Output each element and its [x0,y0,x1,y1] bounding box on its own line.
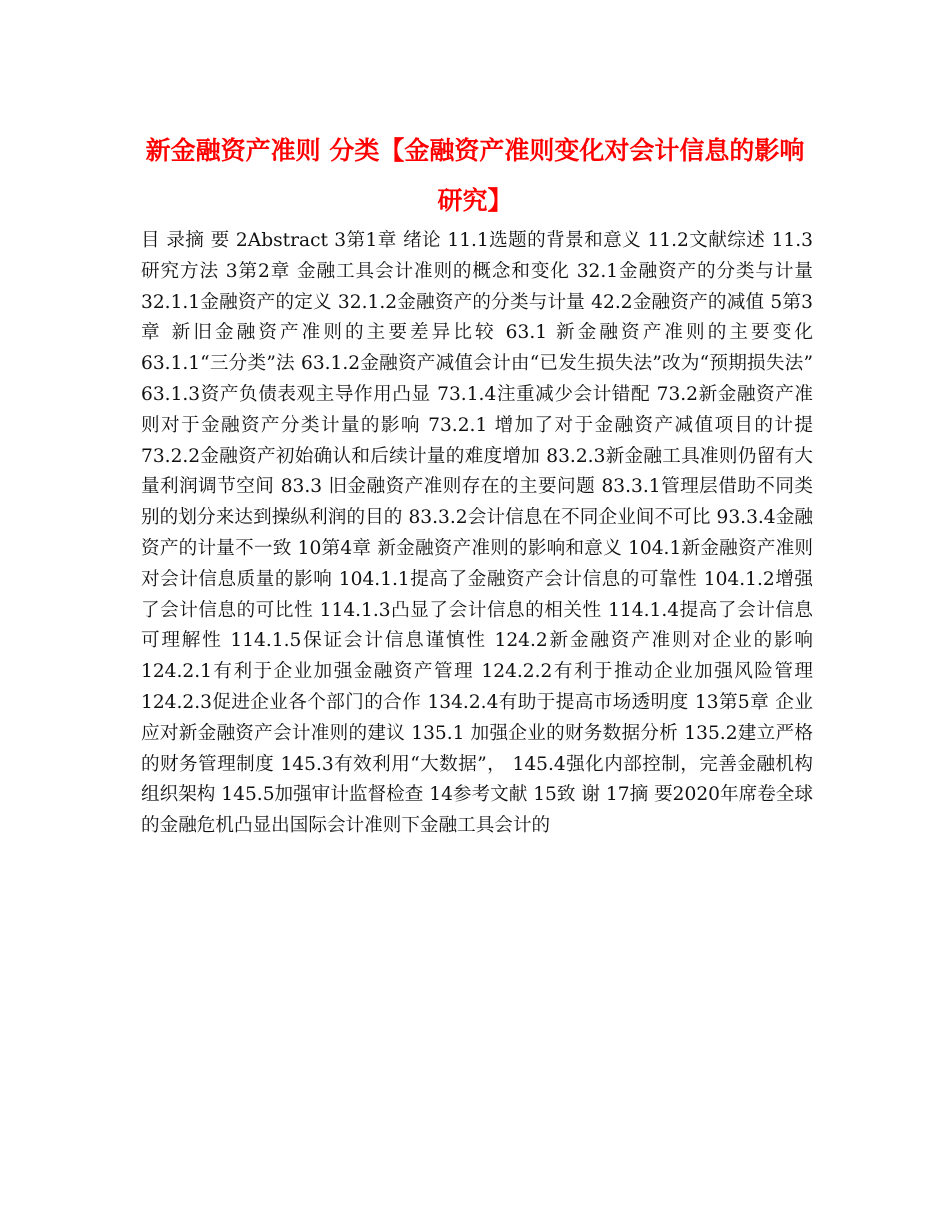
document-title: 新金融资产准则 分类【金融资产准则变化对会计信息的影响研究】 [145,136,805,215]
table-of-contents-text: 目 录摘 要 2Abstract 3第1章 绪论 11.1选题的背景和意义 11.2文献综述 11.3研究方法 3第2章 金融工具会计准则的概念和变化 32.1金融资产的分类与计量 32.1.1金融资产的定义 32.1.2金融资产的分类与计量 42.2金融资产的减值 5第3章 新旧金融资产准则的主要差异比较 63.1 新金融资产准则的主要变化 63.1.1“三分类”法 63.1.2金融资产减值会计由“已发生损失法”改为“预期损失法” 63.1.3资产负债表观主导作用凸显 73.1.4注重减少会计错配 73.2新金融资产准则对于金融资产分类计量的影响 73.2.1 增加了对于金融资产减值项目的计提 73.2.2金融资产初始确认和后续计量的难度增加 83.2.3新金融工具准则仍留有大量利润调节空间 83.3 旧金融资产准则存在的主要问题 83.3.1管理层借助不同类别的划分来达到操纵利润的目的 83.3.2会计信息在不同企业间不可比 93.3.4金融资产的计量不一致 10第4章 新金融资产准则的影响和意义 104.1新金融资产准则对会计信息质量的影响 104.1.1提高了金融资产会计信息的可靠性 104.1.2增强了会计信息的可比性 114.1.3凸显了会计信息的相关性 114.1.4提高了会计信息可理解性 114.1.5保证会计信息谨慎性 124.2新金融资产准则对企业的影响 124.2.1有利于企业加强金融资产管理 124.2.2有利于推动企业加强风险管理 124.2.3促进企业各个部门的合作 134.2.4有助于提高市场透明度 13第5章 企业应对新金融资产会计准则的建议 135.1 加强企业的财务数据分析 135.2建立严格的财务管理制度 145.3有效利用“大数据”， 145.4强化内部控制，完善金融机构组织架构 145.5加强审计监督检查 14参考文献 15致 谢 17摘 要2020年席卷全球的金融危机凸显出国际会计准则下金融工具会计的 [141,230,813,837]
